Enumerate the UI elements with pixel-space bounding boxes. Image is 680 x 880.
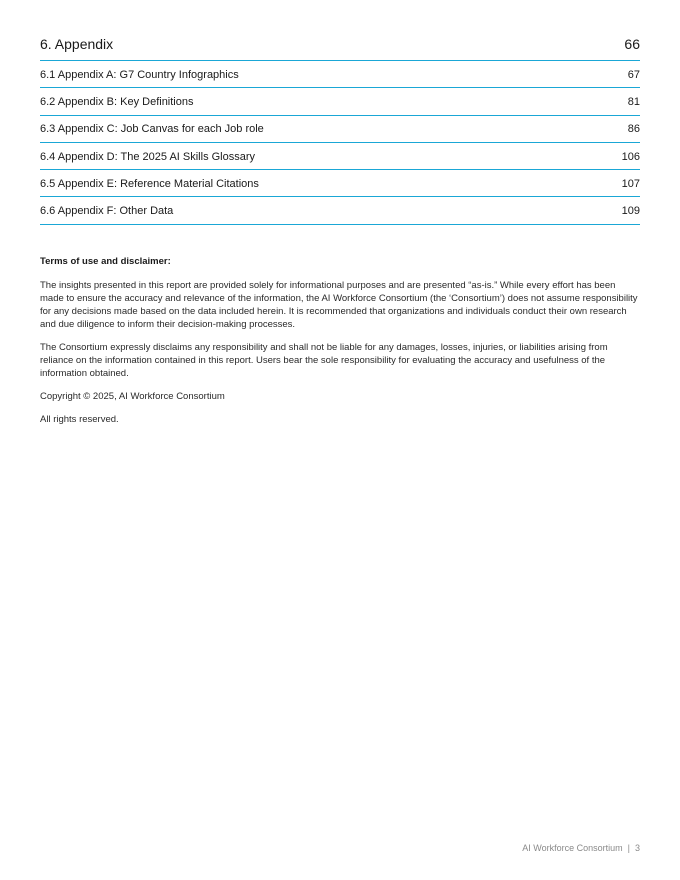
toc-entry-appendix-e[interactable] (40, 170, 640, 197)
toc-entry-appendix-b[interactable] (40, 88, 640, 115)
toc-section-page: 66 (624, 36, 640, 52)
disclaimer-paragraph-1: The insights presented in this report are provided solely for informational purposes and are presented “as-is.” While every effort has been made to ensure the accuracy and relevance of the information, the AI Workforce Consortium (the ‘Consortium’) does not assume responsibility for any decisions made based on the data included herein. It is recommended that organizations and individuals conduct their own research and due diligence to inform their decision-making processes. (40, 280, 638, 330)
toc-entry-page: 81 (627, 95, 640, 108)
disclaimer-paragraph-2: The Consortium expressly disclaims any responsibility and shall not be liable for any damages, losses, injuries, or liabilities arising from reliance on the information contained in this report. Users bear the sole responsibility for evaluating the accuracy and usefulness of the information obtained. (40, 342, 608, 379)
toc-entry-title: 6.3 Appendix C: Job Canvas for each Job role (40, 123, 264, 136)
toc-entry-page: 106 (621, 150, 640, 163)
toc-section-appendix[interactable] (40, 36, 640, 61)
toc-list (40, 61, 640, 225)
page-footer (522, 843, 640, 853)
terms-section (40, 255, 640, 436)
terms-heading: Terms of use and disclaimer: (40, 256, 171, 267)
toc-entry-title: 6.2 Appendix B: Key Definitions (40, 95, 194, 108)
toc-entry-title: 6.6 Appendix F: Other Data (40, 205, 174, 218)
toc-entry-page: 109 (621, 205, 640, 218)
toc-entry-appendix-a[interactable] (40, 61, 640, 88)
toc-section-title: 6. Appendix (40, 36, 114, 52)
footer-organization: AI Workforce Consortium (522, 843, 623, 853)
toc-entry-appendix-c[interactable] (40, 116, 640, 143)
toc-entry-page: 86 (627, 123, 640, 136)
copyright-text: Copyright © 2025, AI Workforce Consortium (40, 391, 225, 402)
toc-entry-title: 6.4 Appendix D: The 2025 AI Skills Glossary (40, 150, 256, 163)
toc-entry-title: 6.1 Appendix A: G7 Country Infographics (40, 68, 239, 81)
toc-entry-title: 6.5 Appendix E: Reference Material Citations (40, 177, 259, 190)
toc-entry-page: 107 (621, 177, 640, 190)
rights-text: All rights reserved. (40, 414, 119, 425)
footer-page-number: 3 (634, 843, 640, 853)
toc-entry-appendix-d[interactable] (40, 143, 640, 170)
footer-separator: | (627, 843, 630, 853)
toc-entry-page: 67 (627, 68, 640, 81)
toc-entry-appendix-f[interactable] (40, 197, 640, 224)
